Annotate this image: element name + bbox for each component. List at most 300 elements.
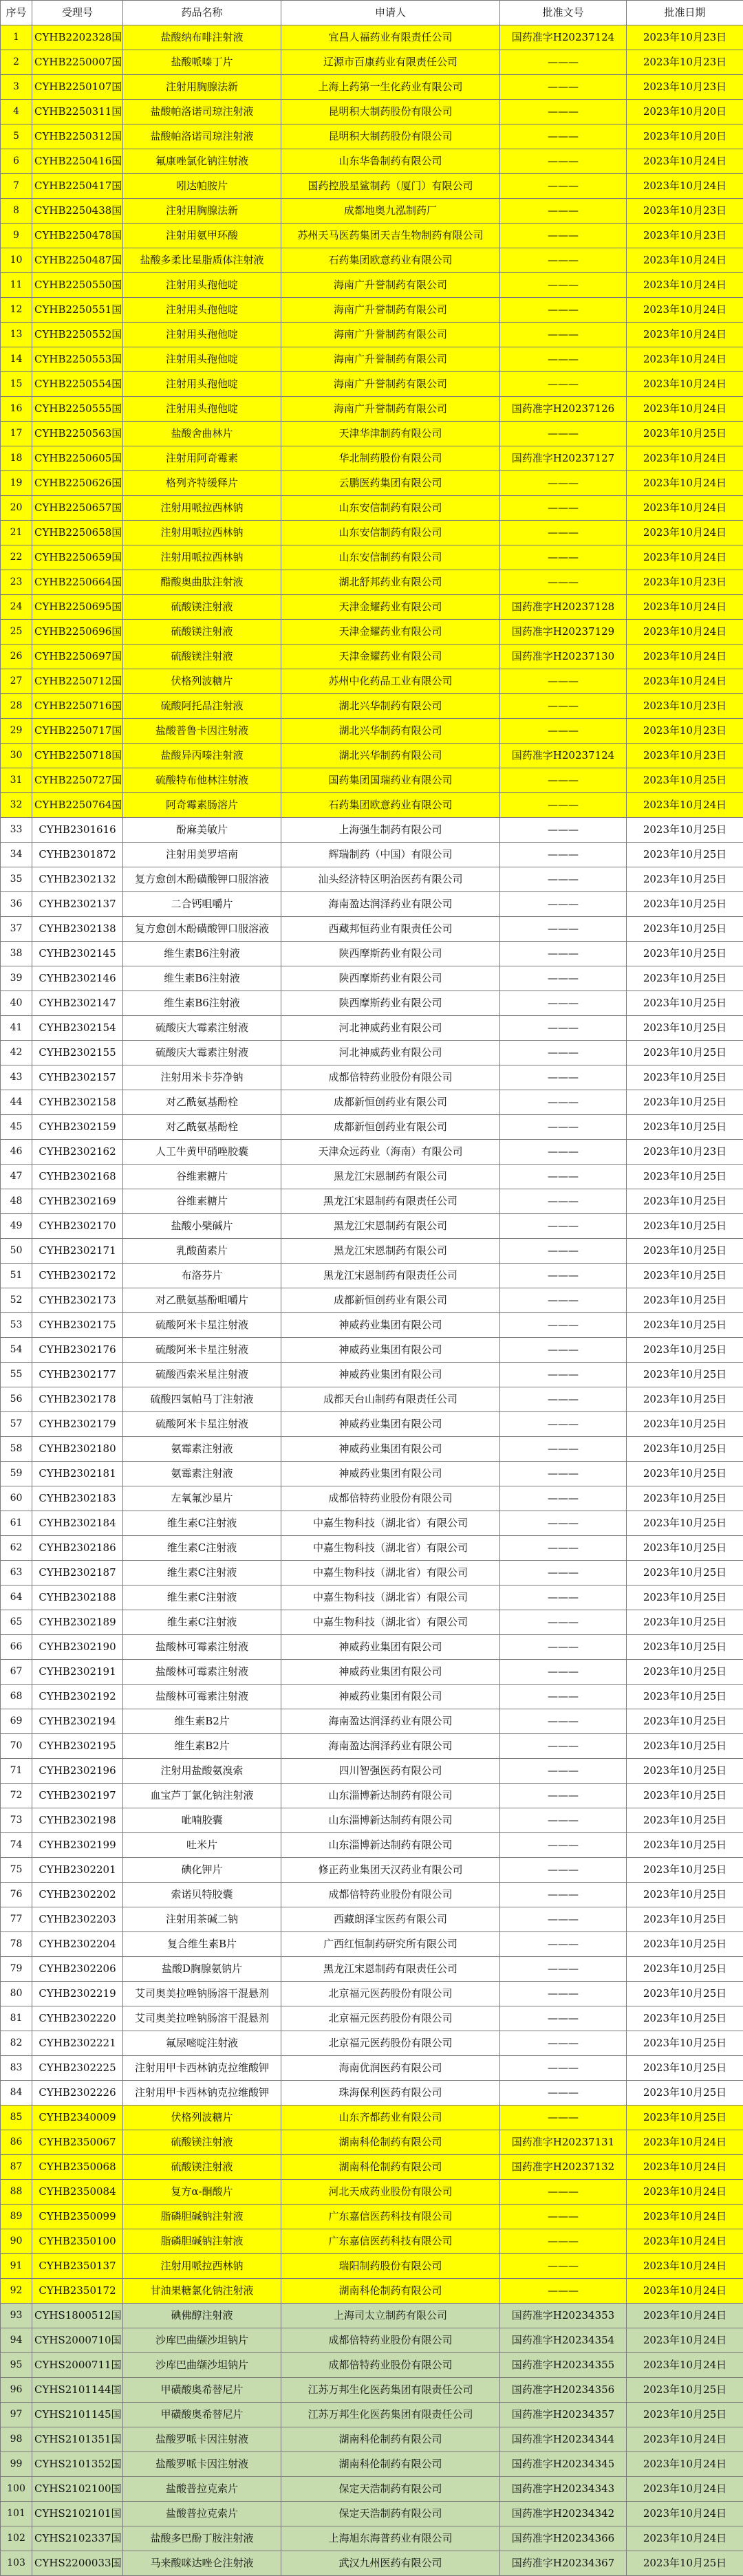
cell-approval-date: 2023年10月25日 [627, 1239, 743, 1264]
cell-approval-no: ——— [500, 991, 627, 1016]
table-row [1, 966, 743, 991]
cell-drug-name: 盐酸普拉克索片 [123, 2477, 281, 2502]
cell-approval-no: ——— [500, 2031, 627, 2056]
cell-applicant: 石药集团欧意药业有限公司 [281, 793, 500, 818]
table-row [1, 1239, 743, 1264]
table-row [1, 669, 743, 694]
cell-approval-no: ——— [500, 867, 627, 892]
cell-no: 41 [1, 1016, 32, 1041]
cell-no: 50 [1, 1239, 32, 1264]
cell-drug-name: 吐米片 [123, 1833, 281, 1858]
cell-approval-no: ——— [500, 125, 627, 149]
cell-applicant: 广西红恒制药研究所有限公司 [281, 1932, 500, 1957]
cell-approval-date: 2023年10月24日 [627, 2279, 743, 2304]
cell-accept-no: CYHB2302225 [32, 2056, 123, 2081]
cell-accept-no: CYHB2250550国 [32, 273, 123, 298]
cell-drug-name: 复合维生素B片 [123, 1932, 281, 1957]
cell-drug-name: 氨霉素注射液 [123, 1462, 281, 1486]
table-row [1, 1016, 743, 1041]
table-row [1, 991, 743, 1016]
cell-applicant: 湖北兴华制药有限公司 [281, 744, 500, 768]
cell-approval-date: 2023年10月24日 [627, 2155, 743, 2180]
cell-approval-date: 2023年10月25日 [627, 1288, 743, 1313]
header-no: 序号 [1, 1, 32, 25]
cell-applicant: 石药集团欧意药业有限公司 [281, 248, 500, 273]
table-row [1, 1065, 743, 1090]
cell-applicant: 中嘉生物科技（湖北省）有限公司 [281, 1610, 500, 1635]
cell-approval-date: 2023年10月24日 [627, 273, 743, 298]
cell-drug-name: 注射用盐酸氨溴索 [123, 1759, 281, 1784]
cell-accept-no: CYHB2302145 [32, 942, 123, 966]
cell-drug-name: 盐酸林可霉素注射液 [123, 1660, 281, 1685]
cell-no: 99 [1, 2452, 32, 2477]
cell-accept-no: CYHB2350084 [32, 2180, 123, 2205]
cell-no: 88 [1, 2180, 32, 2205]
cell-applicant: 昆明积大制药股份有限公司 [281, 125, 500, 149]
cell-applicant: 河北神威药业有限公司 [281, 1016, 500, 1041]
cell-accept-no: CYHB2302172 [32, 1264, 123, 1288]
table-row [1, 1858, 743, 1883]
cell-approval-no: 国药准字H20234357 [500, 2403, 627, 2427]
cell-no: 24 [1, 595, 32, 620]
cell-approval-date: 2023年10月25日 [627, 1065, 743, 1090]
cell-approval-no: 国药准字H20237132 [500, 2155, 627, 2180]
cell-approval-date: 2023年10月25日 [627, 867, 743, 892]
cell-approval-date: 2023年10月24日 [627, 645, 743, 669]
cell-applicant: 国药集团国瑞药业有限公司 [281, 768, 500, 793]
cell-accept-no: CYHB2302195 [32, 1734, 123, 1759]
cell-approval-date: 2023年10月25日 [627, 2551, 743, 2576]
cell-accept-no: CYHB2250696国 [32, 620, 123, 645]
cell-accept-no: CYHB2302184 [32, 1511, 123, 1536]
cell-no: 25 [1, 620, 32, 645]
cell-drug-name: 盐酸哌嗪丁片 [123, 50, 281, 75]
cell-applicant: 成都倍特药业股份有限公司 [281, 2328, 500, 2353]
cell-accept-no: CYHB2302226 [32, 2081, 123, 2106]
cell-approval-date: 2023年10月25日 [627, 1635, 743, 1660]
cell-no: 92 [1, 2279, 32, 2304]
cell-approval-date: 2023年10月24日 [627, 669, 743, 694]
cell-accept-no: CYHB2250107国 [32, 75, 123, 100]
table-row [1, 2006, 743, 2031]
cell-applicant: 苏州中化药品工业有限公司 [281, 669, 500, 694]
cell-drug-name: 维生素C注射液 [123, 1610, 281, 1635]
cell-approval-date: 2023年10月25日 [627, 2081, 743, 2106]
cell-drug-name: 硫酸镁注射液 [123, 595, 281, 620]
cell-approval-no: ——— [500, 1709, 627, 1734]
cell-applicant: 天津众远药业（海南）有限公司 [281, 1140, 500, 1165]
cell-accept-no: CYHB2302181 [32, 1462, 123, 1486]
cell-drug-name: 硫酸镁注射液 [123, 2130, 281, 2155]
cell-drug-name: 脂磷胆碱钠注射液 [123, 2229, 281, 2254]
cell-no: 19 [1, 471, 32, 496]
cell-applicant: 河北天成药业股份有限公司 [281, 2180, 500, 2205]
cell-drug-name: 硫酸镁注射液 [123, 2155, 281, 2180]
cell-applicant: 华北制药股份有限公司 [281, 446, 500, 471]
table-row [1, 744, 743, 768]
table-row [1, 521, 743, 545]
cell-applicant: 黑龙江宋恩制药有限公司 [281, 1239, 500, 1264]
cell-no: 67 [1, 1660, 32, 1685]
cell-accept-no: CYHB2250659国 [32, 545, 123, 570]
cell-accept-no: CYHB2250664国 [32, 570, 123, 595]
cell-accept-no: CYHB2302171 [32, 1239, 123, 1264]
cell-drug-name: 谷维素糖片 [123, 1189, 281, 1214]
table-row [1, 248, 743, 273]
cell-applicant: 成都倍特药业股份有限公司 [281, 1883, 500, 1907]
cell-accept-no: CYHB2250416国 [32, 149, 123, 174]
cell-applicant: 河北神威药业有限公司 [281, 1041, 500, 1065]
cell-accept-no: CYHB2250554国 [32, 372, 123, 397]
table-row [1, 1759, 743, 1784]
cell-approval-no: ——— [500, 1660, 627, 1685]
cell-applicant: 西藏朗泽宝医药有限公司 [281, 1907, 500, 1932]
cell-no: 1 [1, 25, 32, 50]
cell-approval-no: ——— [500, 1412, 627, 1437]
cell-approval-date: 2023年10月25日 [627, 1462, 743, 1486]
cell-no: 36 [1, 892, 32, 917]
cell-drug-name: 维生素C注射液 [123, 1561, 281, 1585]
cell-drug-name: 硫酸西索米星注射液 [123, 1363, 281, 1387]
cell-applicant: 宜昌人福药业有限责任公司 [281, 25, 500, 50]
table-row [1, 298, 743, 323]
cell-applicant: 保定天浩制药有限公司 [281, 2502, 500, 2526]
cell-drug-name: 注射用胸腺法新 [123, 75, 281, 100]
cell-accept-no: CYHB2350100 [32, 2229, 123, 2254]
cell-drug-name: 甘油果糖氯化钠注射液 [123, 2279, 281, 2304]
cell-no: 60 [1, 1486, 32, 1511]
cell-no: 86 [1, 2130, 32, 2155]
cell-applicant: 云鹏医药集团有限公司 [281, 471, 500, 496]
cell-no: 12 [1, 298, 32, 323]
cell-drug-name: 注射用茶碱二钠 [123, 1907, 281, 1932]
cell-applicant: 瑞阳制药股份有限公司 [281, 2254, 500, 2279]
cell-accept-no: CYHB2302204 [32, 1932, 123, 1957]
table-row [1, 471, 743, 496]
table-row [1, 372, 743, 397]
cell-approval-no: ——— [500, 323, 627, 347]
cell-drug-name: 二合钙咀嚼片 [123, 892, 281, 917]
cell-no: 70 [1, 1734, 32, 1759]
table-row [1, 2378, 743, 2403]
table-row [1, 1313, 743, 1338]
cell-accept-no: CYHB2302146 [32, 966, 123, 991]
cell-no: 8 [1, 199, 32, 224]
cell-approval-no: ——— [500, 1065, 627, 1090]
cell-drug-name: 盐酸帕洛诺司琼注射液 [123, 100, 281, 125]
cell-no: 98 [1, 2427, 32, 2452]
cell-applicant: 北京福元医药股份有限公司 [281, 2031, 500, 2056]
cell-no: 20 [1, 496, 32, 521]
cell-applicant: 山东安信制药有限公司 [281, 521, 500, 545]
cell-accept-no: CYHB2202328国 [32, 25, 123, 50]
table-row [1, 1511, 743, 1536]
cell-approval-no: ——— [500, 1957, 627, 1982]
cell-approval-no: ——— [500, 1462, 627, 1486]
cell-approval-no: ——— [500, 1387, 627, 1412]
cell-approval-date: 2023年10月25日 [627, 1412, 743, 1437]
cell-drug-name: 盐酸林可霉素注射液 [123, 1685, 281, 1709]
cell-applicant: 上海强生制药有限公司 [281, 818, 500, 843]
cell-approval-date: 2023年10月25日 [627, 917, 743, 942]
cell-applicant: 黑龙江宋恩制药有限公司 [281, 1214, 500, 1239]
cell-applicant: 湖南科伦制药有限公司 [281, 2155, 500, 2180]
cell-no: 72 [1, 1784, 32, 1808]
cell-no: 87 [1, 2155, 32, 2180]
cell-approval-no: ——— [500, 2279, 627, 2304]
cell-drug-name: 硫酸庆大霉素注射液 [123, 1041, 281, 1065]
cell-applicant: 湖北兴华制药有限公司 [281, 694, 500, 719]
cell-no: 65 [1, 1610, 32, 1635]
table-row [1, 1387, 743, 1412]
cell-accept-no: CYHB2250764国 [32, 793, 123, 818]
table-row [1, 1437, 743, 1462]
cell-approval-date: 2023年10月23日 [627, 719, 743, 744]
cell-approval-no: ——— [500, 1536, 627, 1561]
cell-approval-date: 2023年10月24日 [627, 298, 743, 323]
cell-accept-no: CYHB2302147 [32, 991, 123, 1016]
cell-no: 64 [1, 1585, 32, 1610]
cell-applicant: 珠海保利医药有限公司 [281, 2081, 500, 2106]
cell-approval-date: 2023年10月25日 [627, 1833, 743, 1858]
table-row [1, 570, 743, 595]
cell-approval-date: 2023年10月24日 [627, 620, 743, 645]
table-row [1, 2526, 743, 2551]
cell-drug-name: 维生素B6注射液 [123, 942, 281, 966]
cell-no: 55 [1, 1363, 32, 1387]
cell-applicant: 湖南科伦制药有限公司 [281, 2130, 500, 2155]
cell-approval-no: 国药准字H20234366 [500, 2526, 627, 2551]
cell-approval-date: 2023年10月25日 [627, 892, 743, 917]
cell-no: 91 [1, 2254, 32, 2279]
cell-approval-no: ——— [500, 1363, 627, 1387]
cell-approval-date: 2023年10月24日 [627, 347, 743, 372]
cell-no: 62 [1, 1536, 32, 1561]
cell-applicant: 神威药业集团有限公司 [281, 1462, 500, 1486]
table-row [1, 1363, 743, 1387]
cell-approval-date: 2023年10月24日 [627, 323, 743, 347]
cell-no: 84 [1, 2081, 32, 2106]
cell-no: 28 [1, 694, 32, 719]
cell-applicant: 国药控股星鲨制药（厦门）有限公司 [281, 174, 500, 199]
cell-approval-date: 2023年10月20日 [627, 100, 743, 125]
cell-no: 33 [1, 818, 32, 843]
cell-drug-name: 注射用哌拉西林钠 [123, 496, 281, 521]
cell-applicant: 成都新恒创药业有限公司 [281, 1090, 500, 1115]
cell-applicant: 海南盈达润泽药业有限公司 [281, 892, 500, 917]
cell-approval-date: 2023年10月25日 [627, 966, 743, 991]
cell-no: 49 [1, 1214, 32, 1239]
table-row [1, 1140, 743, 1165]
cell-approval-no: ——— [500, 1090, 627, 1115]
cell-approval-date: 2023年10月25日 [627, 1016, 743, 1041]
cell-approval-date: 2023年10月25日 [627, 1709, 743, 1734]
cell-approval-date: 2023年10月25日 [627, 1115, 743, 1140]
cell-no: 35 [1, 867, 32, 892]
cell-applicant: 成都地奥九泓制药厂 [281, 199, 500, 224]
cell-approval-no: 国药准字H20237124 [500, 744, 627, 768]
table-row [1, 1264, 743, 1288]
cell-no: 95 [1, 2353, 32, 2378]
cell-accept-no: CYHB2301872 [32, 843, 123, 867]
cell-applicant: 上海上药第一生化药业有限公司 [281, 75, 500, 100]
cell-drug-name: 维生素B6注射液 [123, 966, 281, 991]
cell-applicant: 山东淄博新达制药有限公司 [281, 1833, 500, 1858]
cell-no: 3 [1, 75, 32, 100]
cell-approval-date: 2023年10月25日 [627, 1041, 743, 1065]
cell-accept-no: CYHS1800512国 [32, 2304, 123, 2328]
cell-approval-date: 2023年10月25日 [627, 1090, 743, 1115]
cell-no: 52 [1, 1288, 32, 1313]
cell-drug-name: 维生素C注射液 [123, 1511, 281, 1536]
cell-drug-name: 复方愈创木酚磺酸钾口服溶液 [123, 917, 281, 942]
cell-applicant: 神威药业集团有限公司 [281, 1363, 500, 1387]
cell-drug-name: 注射用哌拉西林钠 [123, 521, 281, 545]
table-row [1, 2056, 743, 2081]
cell-approval-date: 2023年10月25日 [627, 843, 743, 867]
cell-drug-name: 盐酸异丙嗪注射液 [123, 744, 281, 768]
cell-approval-date: 2023年10月25日 [627, 1759, 743, 1784]
cell-approval-date: 2023年10月24日 [627, 2477, 743, 2502]
cell-approval-date: 2023年10月24日 [627, 372, 743, 397]
cell-approval-date: 2023年10月24日 [627, 545, 743, 570]
cell-approval-no: ——— [500, 1437, 627, 1462]
table-row [1, 1635, 743, 1660]
cell-approval-no: ——— [500, 1833, 627, 1858]
cell-applicant: 昆明积大制药股份有限公司 [281, 100, 500, 125]
cell-no: 34 [1, 843, 32, 867]
cell-accept-no: CYHB2350068 [32, 2155, 123, 2180]
cell-no: 51 [1, 1264, 32, 1288]
cell-drug-name: 维生素C注射液 [123, 1585, 281, 1610]
cell-drug-name: 对乙酰氨基酚栓 [123, 1115, 281, 1140]
cell-applicant: 山东安信制药有限公司 [281, 496, 500, 521]
cell-drug-name: 碘化钾片 [123, 1858, 281, 1883]
cell-approval-no: ——— [500, 818, 627, 843]
cell-drug-name: 盐酸罗哌卡因注射液 [123, 2452, 281, 2477]
cell-drug-name: 碘佛醇注射液 [123, 2304, 281, 2328]
cell-approval-no: ——— [500, 1907, 627, 1932]
table-row [1, 1709, 743, 1734]
cell-applicant: 黑龙江宋恩制药有限责任公司 [281, 1957, 500, 1982]
cell-accept-no: CYHB2250716国 [32, 694, 123, 719]
cell-approval-date: 2023年10月24日 [627, 397, 743, 422]
table-row [1, 1462, 743, 1486]
table-row [1, 2180, 743, 2205]
cell-no: 68 [1, 1685, 32, 1709]
cell-approval-no: ——— [500, 422, 627, 446]
cell-approval-date: 2023年10月24日 [627, 2526, 743, 2551]
cell-drug-name: 注射用头孢他啶 [123, 347, 281, 372]
cell-approval-date: 2023年10月25日 [627, 818, 743, 843]
cell-applicant: 江苏万邦生化医药集团有限责任公司 [281, 2378, 500, 2403]
cell-applicant: 成都新恒创药业有限公司 [281, 1288, 500, 1313]
cell-approval-no: ——— [500, 1264, 627, 1288]
cell-approval-no: ——— [500, 570, 627, 595]
cell-applicant: 陕西摩斯药业有限公司 [281, 991, 500, 1016]
cell-approval-no: ——— [500, 1982, 627, 2006]
cell-applicant: 海南广升誉制药有限公司 [281, 298, 500, 323]
cell-approval-no: 国药准字H20234354 [500, 2328, 627, 2353]
cell-applicant: 神威药业集团有限公司 [281, 1437, 500, 1462]
cell-approval-no: ——— [500, 372, 627, 397]
table-row [1, 397, 743, 422]
cell-drug-name: 盐酸帕洛诺司琼注射液 [123, 125, 281, 149]
cell-approval-no: ——— [500, 694, 627, 719]
cell-applicant: 成都天台山制药有限责任公司 [281, 1387, 500, 1412]
cell-accept-no: CYHB2302178 [32, 1387, 123, 1412]
table-row [1, 545, 743, 570]
table-row [1, 1982, 743, 2006]
table-row [1, 2130, 743, 2155]
cell-drug-name: 注射用哌拉西林钠 [123, 2254, 281, 2279]
cell-no: 82 [1, 2031, 32, 2056]
cell-approval-date: 2023年10月25日 [627, 1610, 743, 1635]
cell-approval-date: 2023年10月24日 [627, 2427, 743, 2452]
cell-applicant: 成都倍特药业股份有限公司 [281, 2353, 500, 2378]
cell-approval-date: 2023年10月25日 [627, 1808, 743, 1833]
cell-drug-name: 硫酸镁注射液 [123, 620, 281, 645]
cell-accept-no: CYHB2302179 [32, 1412, 123, 1437]
cell-applicant: 湖北兴华制药有限公司 [281, 719, 500, 744]
cell-applicant: 神威药业集团有限公司 [281, 1338, 500, 1363]
cell-accept-no: CYHB2302196 [32, 1759, 123, 1784]
cell-approval-no: ——— [500, 1932, 627, 1957]
cell-accept-no: CYHB2302220 [32, 2006, 123, 2031]
cell-approval-date: 2023年10月25日 [627, 1536, 743, 1561]
cell-approval-date: 2023年10月23日 [627, 744, 743, 768]
table-row [1, 1685, 743, 1709]
cell-no: 13 [1, 323, 32, 347]
cell-no: 81 [1, 2006, 32, 2031]
cell-accept-no: CYHS2101144国 [32, 2378, 123, 2403]
cell-approval-date: 2023年10月25日 [627, 991, 743, 1016]
cell-approval-no: ——— [500, 1189, 627, 1214]
cell-no: 100 [1, 2477, 32, 2502]
cell-accept-no: CYHB2350099 [32, 2205, 123, 2229]
cell-drug-name: 甲磺酸奥希替尼片 [123, 2403, 281, 2427]
cell-approval-date: 2023年10月25日 [627, 1486, 743, 1511]
cell-accept-no: CYHB2302221 [32, 2031, 123, 2056]
cell-applicant: 神威药业集团有限公司 [281, 1313, 500, 1338]
cell-no: 103 [1, 2551, 32, 2576]
cell-drug-name: 注射用甲卡西林钠克拉维酸钾 [123, 2081, 281, 2106]
cell-no: 47 [1, 1165, 32, 1189]
cell-approval-no: ——— [500, 1883, 627, 1907]
cell-no: 46 [1, 1140, 32, 1165]
cell-drug-name: 硫酸阿米卡星注射液 [123, 1338, 281, 1363]
cell-applicant: 修正药业集团天汉药业有限公司 [281, 1858, 500, 1883]
cell-approval-no: ——— [500, 669, 627, 694]
cell-no: 29 [1, 719, 32, 744]
cell-accept-no: CYHB2250658国 [32, 521, 123, 545]
cell-accept-no: CYHB2302192 [32, 1685, 123, 1709]
cell-approval-no: 国药准字H20234355 [500, 2353, 627, 2378]
table-row [1, 100, 743, 125]
cell-drug-name: 硫酸庆大霉素注射液 [123, 1016, 281, 1041]
cell-applicant: 山东齐都药业有限公司 [281, 2106, 500, 2130]
cell-approval-no: ——— [500, 843, 627, 867]
cell-applicant: 山东淄博新达制药有限公司 [281, 1808, 500, 1833]
cell-no: 101 [1, 2502, 32, 2526]
cell-no: 61 [1, 1511, 32, 1536]
cell-no: 43 [1, 1065, 32, 1090]
cell-applicant: 武汉九州医药有限公司 [281, 2551, 500, 2576]
table-row [1, 2427, 743, 2452]
table-row [1, 2279, 743, 2304]
cell-approval-date: 2023年10月25日 [627, 1907, 743, 1932]
cell-drug-name: 氟康唑氯化钠注射液 [123, 149, 281, 174]
